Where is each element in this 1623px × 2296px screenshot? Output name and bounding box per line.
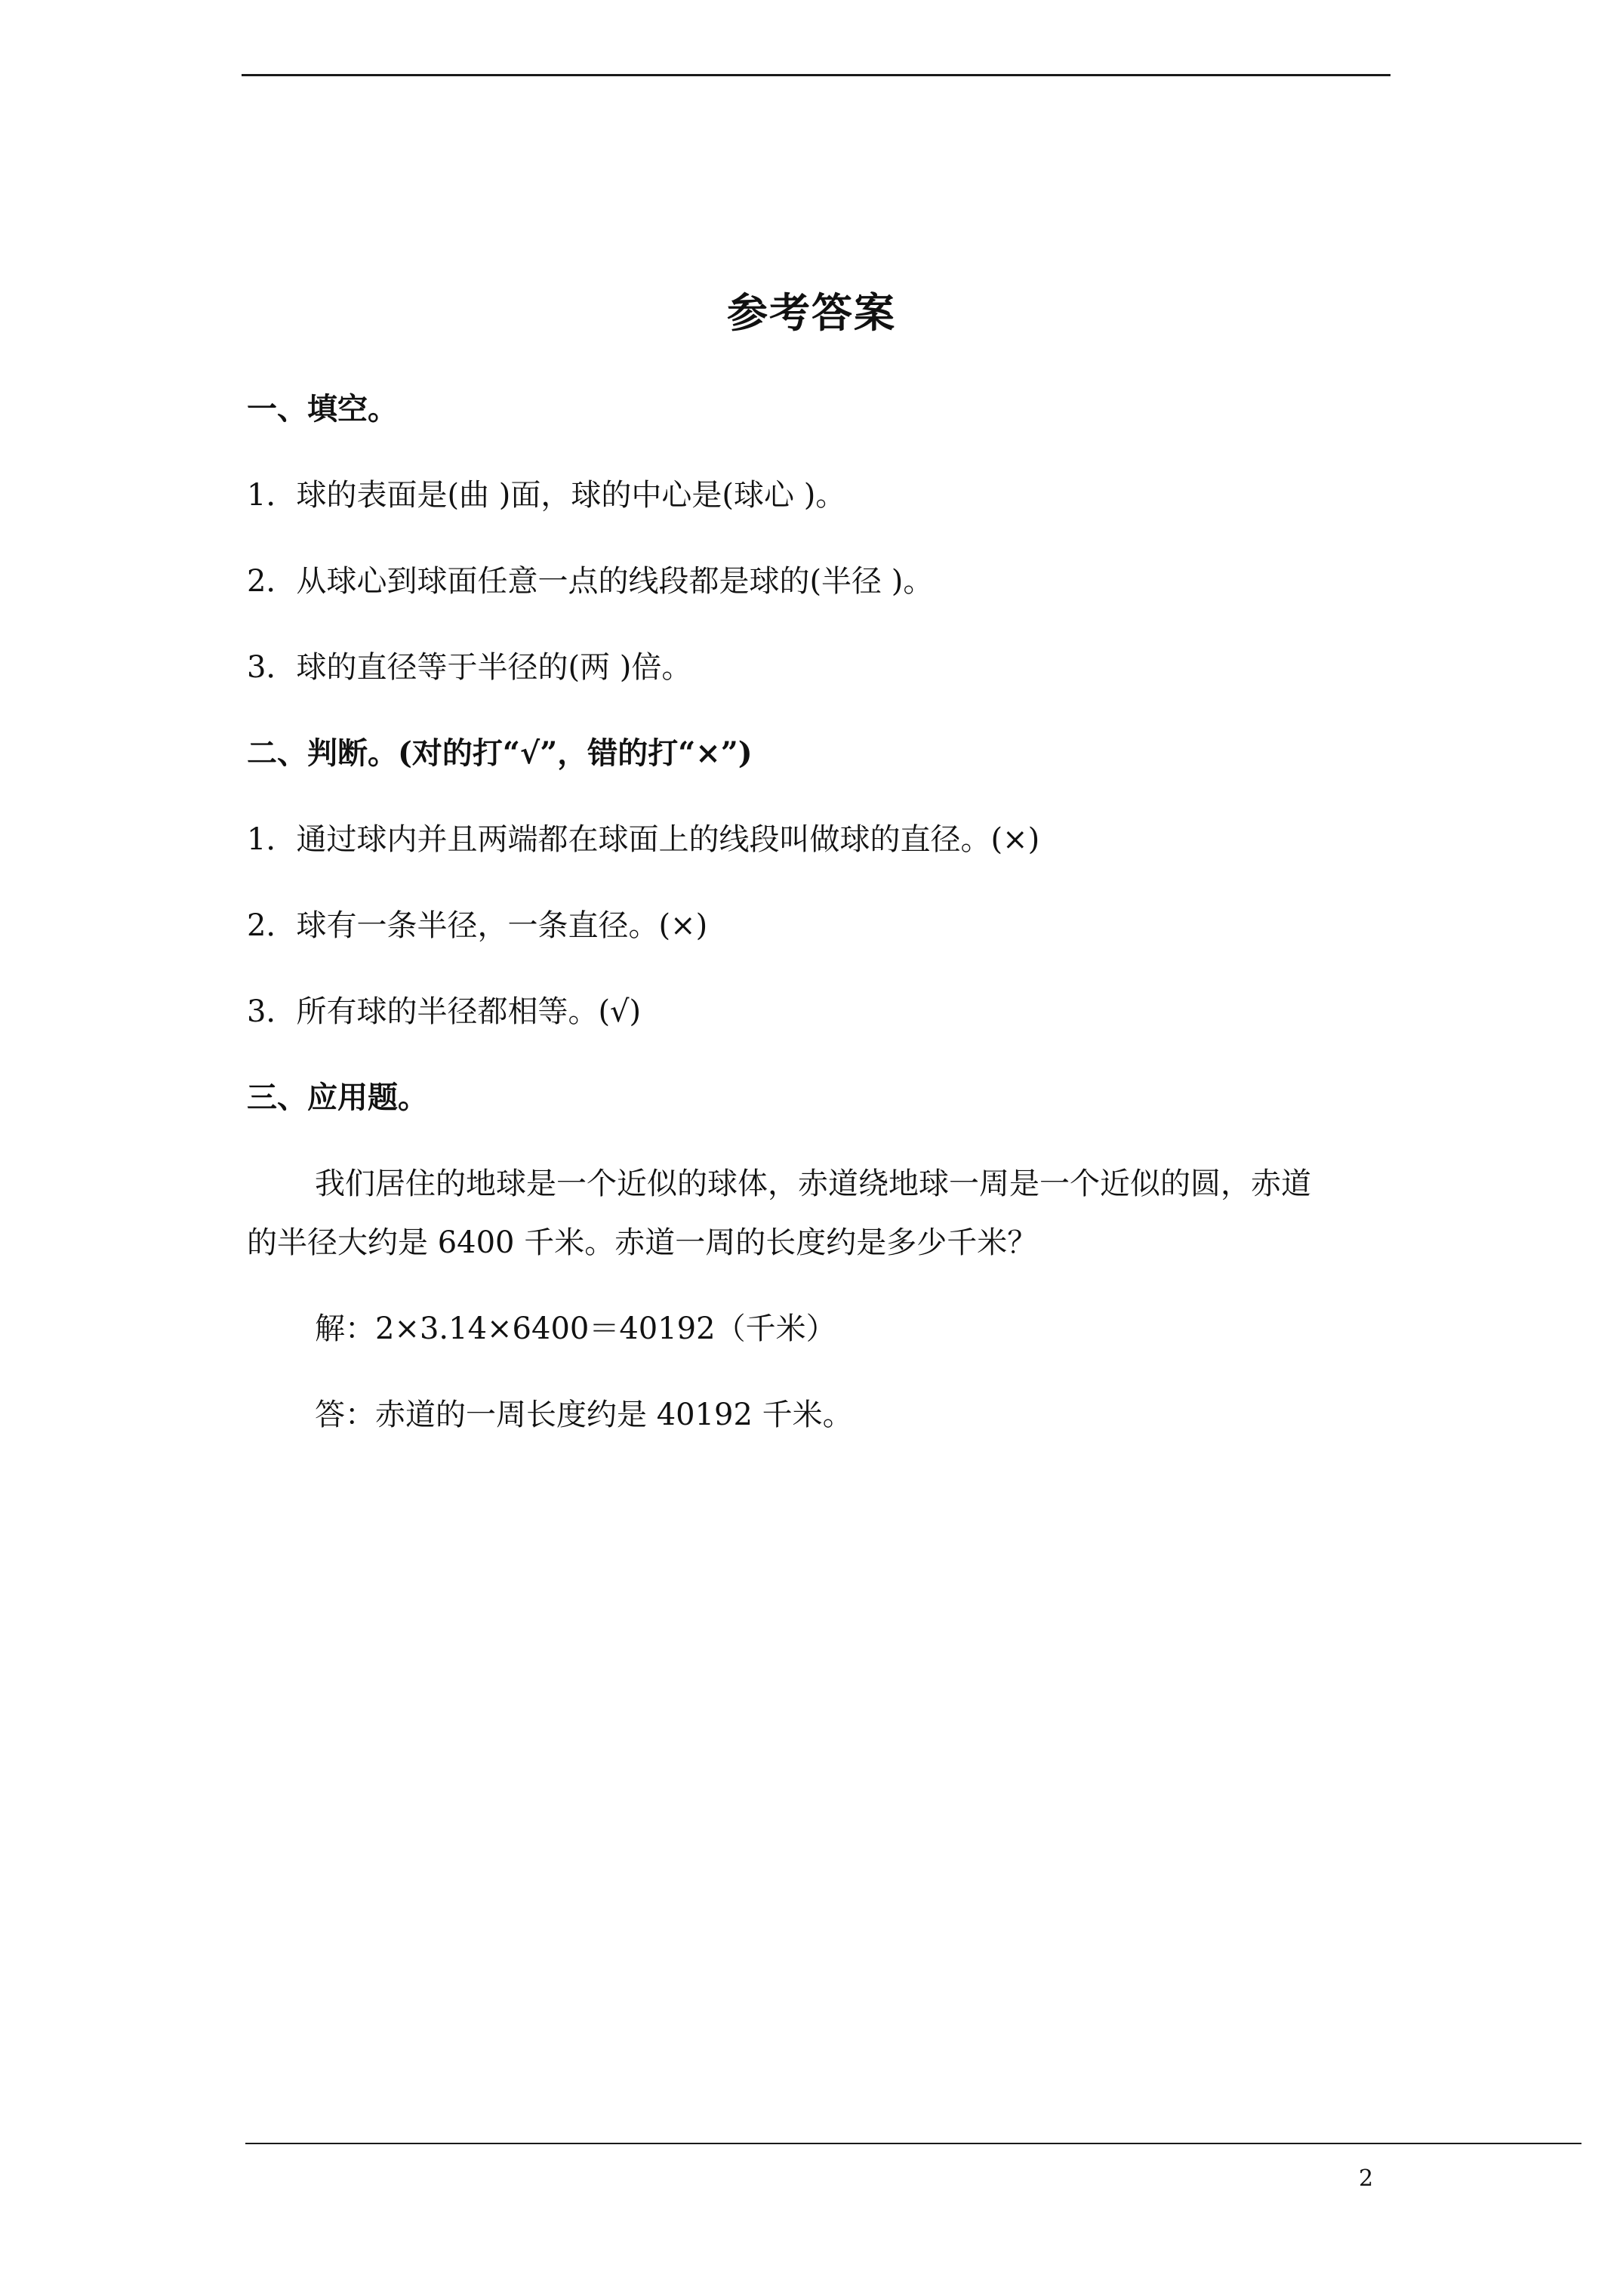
solution-line: 解：2×3.14×6400＝40192（千米） <box>315 1311 836 1346</box>
footer-rule <box>245 2143 1581 2144</box>
fill-blank-item-1: 1．球的表面是(曲 )面，球的中心是(球心 )。 <box>247 478 846 513</box>
judgement-item-3: 3．所有球的半径都相等。(√) <box>247 994 642 1029</box>
answer-line: 答：赤道的一周长度约是 40192 千米。 <box>315 1398 853 1432</box>
judgement-item-2: 2．球有一条半径，一条直径。(×) <box>247 908 708 943</box>
header-rule <box>242 74 1390 76</box>
section-fill-blank-heading: 一、填空。 <box>247 391 398 427</box>
page-number: 2 <box>1359 2165 1374 2192</box>
page-title: 参考答案 <box>727 288 896 337</box>
problem-text-line-1: 我们居住的地球是一个近似的球体，赤道绕地球一周是一个近似的圆，赤道 <box>315 1166 1311 1201</box>
section-judgement-heading: 二、判断。(对的打“√”，错的打“×”) <box>247 735 753 771</box>
problem-text-line-2: 的半径大约是 6400 千米。赤道一周的长度约是多少千米？ <box>247 1225 1038 1260</box>
fill-blank-item-3: 3．球的直径等于半径的(两 )倍。 <box>247 650 692 685</box>
judgement-item-1: 1．通过球内并且两端都在球面上的线段叫做球的直径。(×) <box>247 822 1040 857</box>
fill-blank-item-2: 2．从球心到球面任意一点的线段都是球的(半径 )。 <box>247 564 934 599</box>
section-application-heading: 三、应用题。 <box>247 1080 428 1115</box>
